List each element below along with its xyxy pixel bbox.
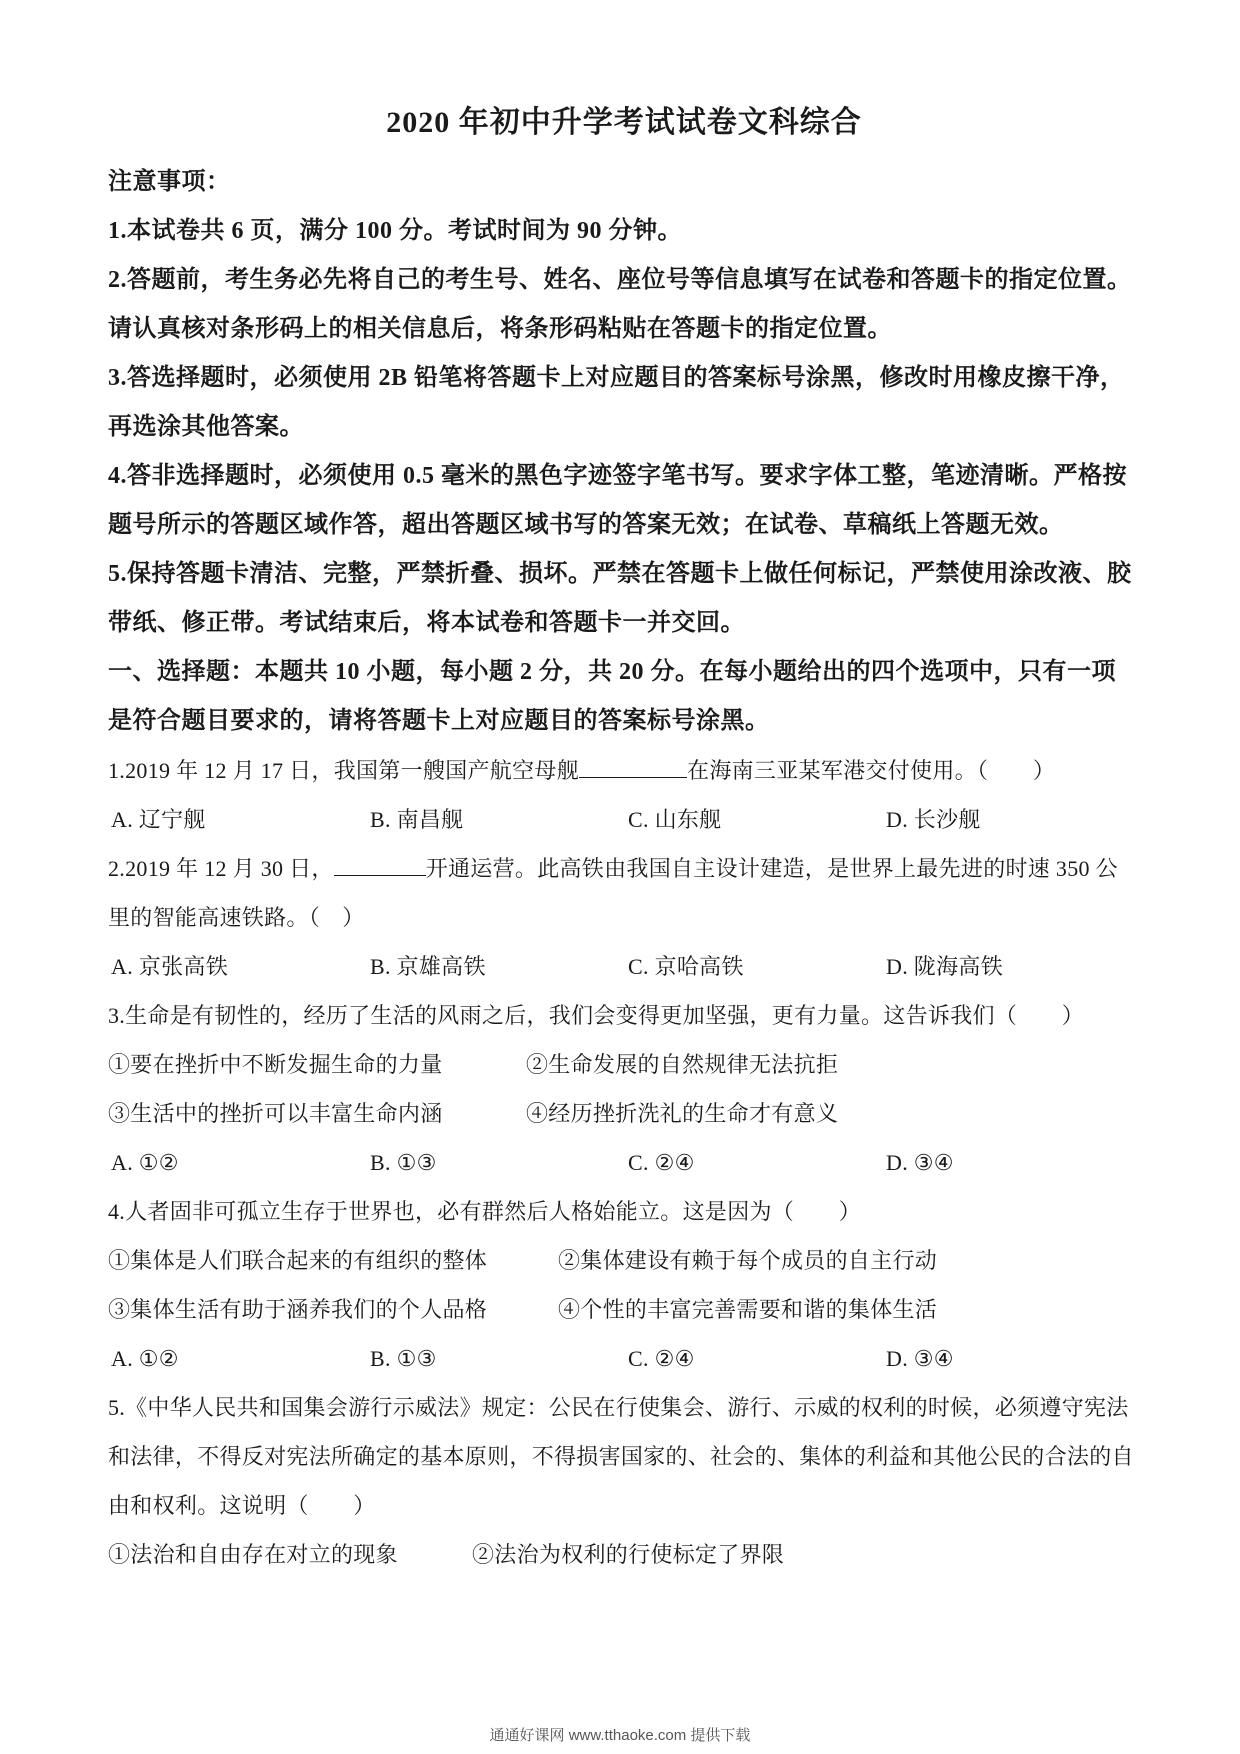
note-1: 1.本试卷共 6 页，满分 100 分。考试时间为 90 分钟。 xyxy=(108,218,682,244)
question-2-stem xyxy=(108,844,1140,942)
question-3-statement-3: ③生活中的挫折可以丰富生命内涵 xyxy=(108,1101,443,1126)
question-2-option-a: A. 京张高铁 xyxy=(111,954,228,979)
question-2-options xyxy=(108,942,1140,991)
exam-title: 2020 年初中升学考试试卷文科综合 xyxy=(386,106,862,139)
question-3-options xyxy=(108,1138,1140,1187)
question-4-option-b: B. ①③ xyxy=(370,1346,437,1371)
note-2: 2.答题前，考生务必先将自己的考生号、姓名、座位号等信息填写在试卷和答题卡的指定位置。请认真核对条形码上的相关信息后，将条形码粘贴在答题卡的指定位置。 xyxy=(108,267,1132,342)
question-5-statements-row-1 xyxy=(108,1530,1140,1579)
question-2-stem-pre: 2.2019 年 12 月 30 日， xyxy=(108,856,334,881)
question-3-statement-1: ①要在挫折中不断发掘生命的力量 xyxy=(108,1052,443,1077)
question-2-stem-post: 开通运营。此高铁由我国自主设计建造，是世界上最先进的时速 350 公里的智能高速铁路。（ ） xyxy=(108,856,1118,930)
question-4-option-c: C. ②④ xyxy=(628,1346,695,1371)
question-2-option-b: B. 京雄高铁 xyxy=(370,954,486,979)
question-4-statements-row-1 xyxy=(108,1236,1140,1285)
question-4-statement-3: ③集体生活有助于涵养我们的个人品格 xyxy=(108,1297,488,1322)
note-3: 3.答选择题时，必须使用 2B 铅笔将答题卡上对应题目的答案标号涂黑，修改时用橡皮擦干净，再选涂其他答案。 xyxy=(108,365,1125,440)
fill-in-blank-line xyxy=(579,773,687,778)
note-5: 5.保持答题卡清洁、完整，严禁折叠、损坏。严禁在答题卡上做任何标记，严禁使用涂改液、胶带纸、修正带。考试结束后，将本试卷和答题卡一并交回。 xyxy=(108,561,1132,636)
question-1-stem-post: 在海南三亚某军港交付使用。（ ） xyxy=(687,758,1056,783)
question-4-statement-4: ④个性的丰富完善需要和谐的集体生活 xyxy=(558,1297,938,1322)
question-1-option-d: D. 长沙舰 xyxy=(886,807,981,832)
question-4-options xyxy=(108,1334,1140,1383)
question-1-stem-pre: 1.2019 年 12 月 17 日，我国第一艘国产航空母舰 xyxy=(108,758,580,783)
note-4: 4.答非选择题时，必须使用 0.5 毫米的黑色字迹签字笔书写。要求字体工整，笔迹清晰。严格按题号所示的答题区域作答，超出答题区域书写的答案无效；在试卷、草稿纸上答题无效。 xyxy=(108,463,1127,538)
question-2-option-c: C. 京哈高铁 xyxy=(628,954,744,979)
question-4-option-a: A. ①② xyxy=(111,1346,179,1371)
question-3-option-a: A. ①② xyxy=(111,1150,179,1175)
notes-heading: 注意事项： xyxy=(108,169,231,195)
footer-credit: 通通好课网 www.tthaoke.com 提供下载 xyxy=(489,1727,751,1744)
question-5-statement-2: ②法治为权利的行使标定了界限 xyxy=(472,1542,785,1567)
question-5-statement-1: ①法治和自由存在对立的现象 xyxy=(108,1542,398,1567)
question-1-option-b: B. 南昌舰 xyxy=(370,807,464,832)
questions-section xyxy=(108,746,1140,1579)
question-1-stem xyxy=(108,746,1140,795)
question-3-statements-row-2 xyxy=(108,1089,1140,1138)
question-3-statements-row-1 xyxy=(108,1040,1140,1089)
question-3-stem: 3.生命是有韧性的，经历了生活的风雨之后，我们会变得更加坚强，更有力量。这告诉我们（ ） xyxy=(108,1003,1085,1028)
question-4-statement-2: ②集体建设有赖于每个成员的自主行动 xyxy=(558,1248,938,1273)
question-4-statement-1: ①集体是人们联合起来的有组织的整体 xyxy=(108,1248,488,1273)
question-4-option-d: D. ③④ xyxy=(886,1346,954,1371)
question-2-option-d: D. 陇海高铁 xyxy=(886,954,1003,979)
question-1-option-c: C. 山东舰 xyxy=(628,807,722,832)
section-heading: 一、选择题：本题共 10 小题，每小题 2 分，共 20 分。在每小题给出的四个选项中，只有一项是符合题目要求的，请将答题卡上对应题目的答案标号涂黑。 xyxy=(108,659,1116,734)
question-3-statement-2: ②生命发展的自然规律无法抗拒 xyxy=(526,1052,839,1077)
fill-in-blank-line xyxy=(334,871,426,876)
notes-section xyxy=(108,158,1140,746)
question-5-stem: 5.《中华人民共和国集会游行示威法》规定：公民在行使集会、游行、示威的权利的时候，必须遵守宪法和法律，不得反对宪法所确定的基本原则，不得损害国家的、社会的、集体的利益和其他公民的合法的自由和权利。这说明（ ） xyxy=(108,1395,1134,1518)
question-4-statements-row-2 xyxy=(108,1285,1140,1334)
question-3-option-c: C. ②④ xyxy=(628,1150,695,1175)
question-3-statement-4: ④经历挫折洗礼的生命才有意义 xyxy=(526,1101,839,1126)
question-4-stem: 4.人者固非可孤立生存于世界也，必有群然后人格始能立。这是因为（ ） xyxy=(108,1199,862,1224)
question-1-options xyxy=(108,795,1140,844)
question-3-option-d: D. ③④ xyxy=(886,1150,954,1175)
question-3-option-b: B. ①③ xyxy=(370,1150,437,1175)
question-1-option-a: A. 辽宁舰 xyxy=(111,807,206,832)
